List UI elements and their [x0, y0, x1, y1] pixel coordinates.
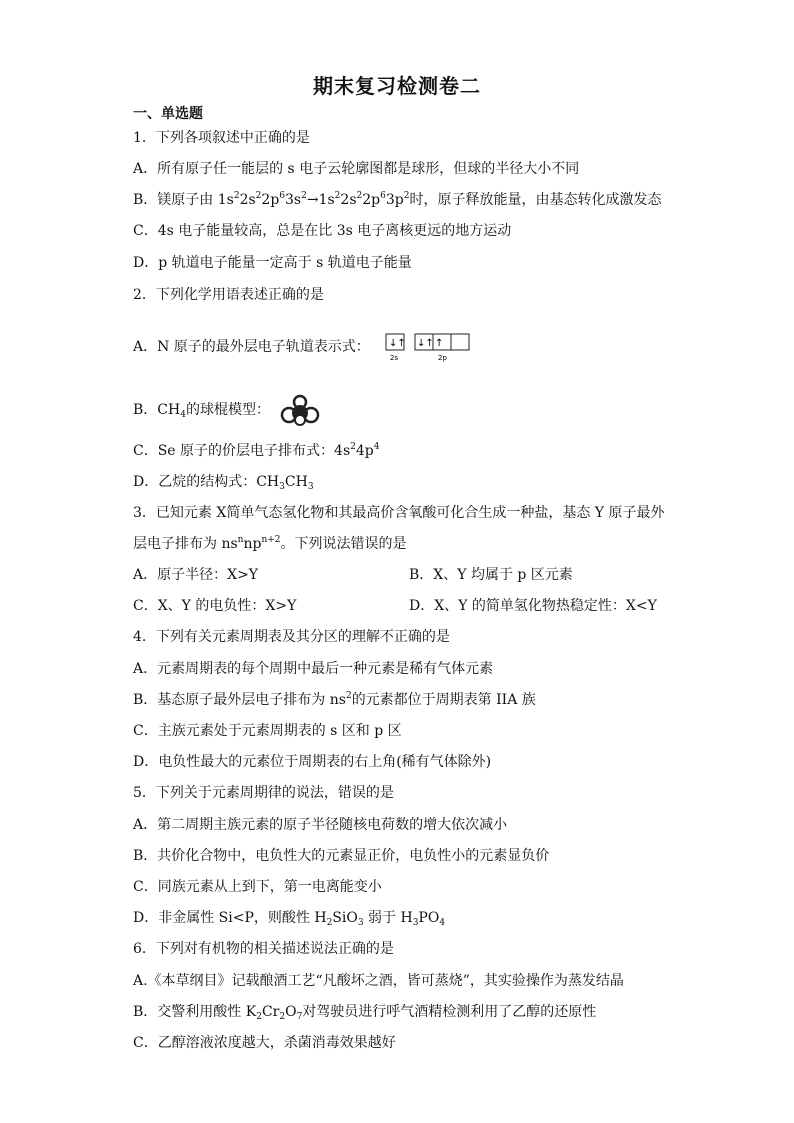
- orbital-diagram: [382, 332, 478, 362]
- q4-stem: 4．下列有关元素周期表及其分区的理解不正确的是: [133, 629, 450, 645]
- q1-stem: 1．下列各项叙述中正确的是: [133, 130, 310, 146]
- q5-option-a: A．第二周期主族元素的原子半径随核电荷数的增大依次减小: [133, 817, 508, 833]
- q6-option-a: A.《本草纲目》记载酿酒工艺“凡酸坏之酒，皆可蒸烧”，其实验操作为蒸发结晶: [133, 973, 624, 989]
- q4-option-a: A．元素周期表的每个周期中最后一种元素是稀有气体元素: [133, 661, 494, 677]
- q5-stem: 5．下列关于元素周期律的说法，错误的是: [133, 785, 394, 801]
- q1-option-b: B．镁原子由 $1s^22s^22p^63s^2\to 1s^22s^22p^63p^2$时，原子释放能量，由基态转化成激发态: [133, 191, 662, 208]
- svg-text:↓↑: ↓↑: [389, 338, 407, 349]
- q2-option-d: D．乙烷的结构式：$CH_3CH_3$: [133, 474, 314, 492]
- q3-option-c: C．X、Y 的电负性：X>Y: [133, 598, 297, 614]
- q6-option-c: C．乙醇溶液浓度越大，杀菌消毒效果越好: [133, 1035, 396, 1051]
- section-heading: 一、单选题: [133, 106, 203, 122]
- orbital-label-2p: 2p: [438, 354, 448, 362]
- q2-option-b: B．$CH_4$的球棍模型：: [133, 394, 320, 426]
- q3-option-b: B．X、Y 均属于 p 区元素: [409, 567, 573, 583]
- q3-stem-line1: 3．已知元素 X简单气态氢化物和其最高价含氧酸可化合生成一种盐，基态 Y 原子最外: [133, 505, 665, 521]
- q2-option-c: C．Se 原子的价层电子排布式：$4s^24p^4$: [133, 442, 380, 459]
- q3-option-d: D．X、Y 的简单氢化物热稳定性：X<Y: [409, 598, 657, 614]
- q2-option-a: A．N 原子的最外层电子轨道表示式： ↓↑ ↓↑ ↑ 2s 2p: [133, 332, 478, 362]
- q4-option-b: B．基态原子最外层电子排布为 $ns^2$的元素都位于周期表第 IIA 族: [133, 691, 536, 708]
- q2-stem: 2．下列化学用语表述正确的是: [133, 287, 324, 303]
- svg-text:↓↑: ↓↑: [417, 338, 435, 349]
- q4-option-c: C．主族元素处于元素周期表的 s 区和 p 区: [133, 723, 402, 739]
- q1-option-c: C．4s 电子能量较高，总是在比 3s 电子离核更远的地方运动: [133, 223, 512, 239]
- q5-option-c: C．同族元素从上到下，第一电离能变小: [133, 879, 382, 895]
- q4-option-d: D．电负性最大的元素位于周期表的右上角(稀有气体除外): [133, 754, 492, 770]
- q6-option-b: B．交警利用酸性 $K_2Cr_2O_7$对驾驶员进行呼气酒精检测利用了乙醇的还原性: [133, 1004, 597, 1022]
- ball-stick-model-image: [280, 394, 320, 426]
- q3-stem-line2: 层电子排布为 $ns^nnp^{n+2}$。下列说法错误的是: [133, 535, 407, 552]
- q6-stem: 6．下列对有机物的相关描述说法正确的是: [133, 941, 394, 957]
- q1-option-a: A．所有原子任一能层的 s 电子云轮廓图都是球形，但球的半径大小不同: [133, 161, 580, 177]
- q5-option-d: D．非金属性 Si<P，则酸性 $H_2SiO_3$ 弱于 $H_3PO_4$: [133, 910, 446, 928]
- orbital-label-2s: 2s: [390, 354, 399, 362]
- q3-option-a: A．原子半径：X>Y: [133, 567, 259, 583]
- svg-text:↑: ↑: [435, 338, 444, 349]
- page-title: 期末复习检测卷二: [313, 74, 481, 98]
- q5-option-b: B．共价化合物中，电负性大的元素显正价，电负性小的元素显负价: [133, 848, 550, 864]
- q1-option-d: D．p 轨道电子能量一定高于 s 轨道电子能量: [133, 255, 412, 271]
